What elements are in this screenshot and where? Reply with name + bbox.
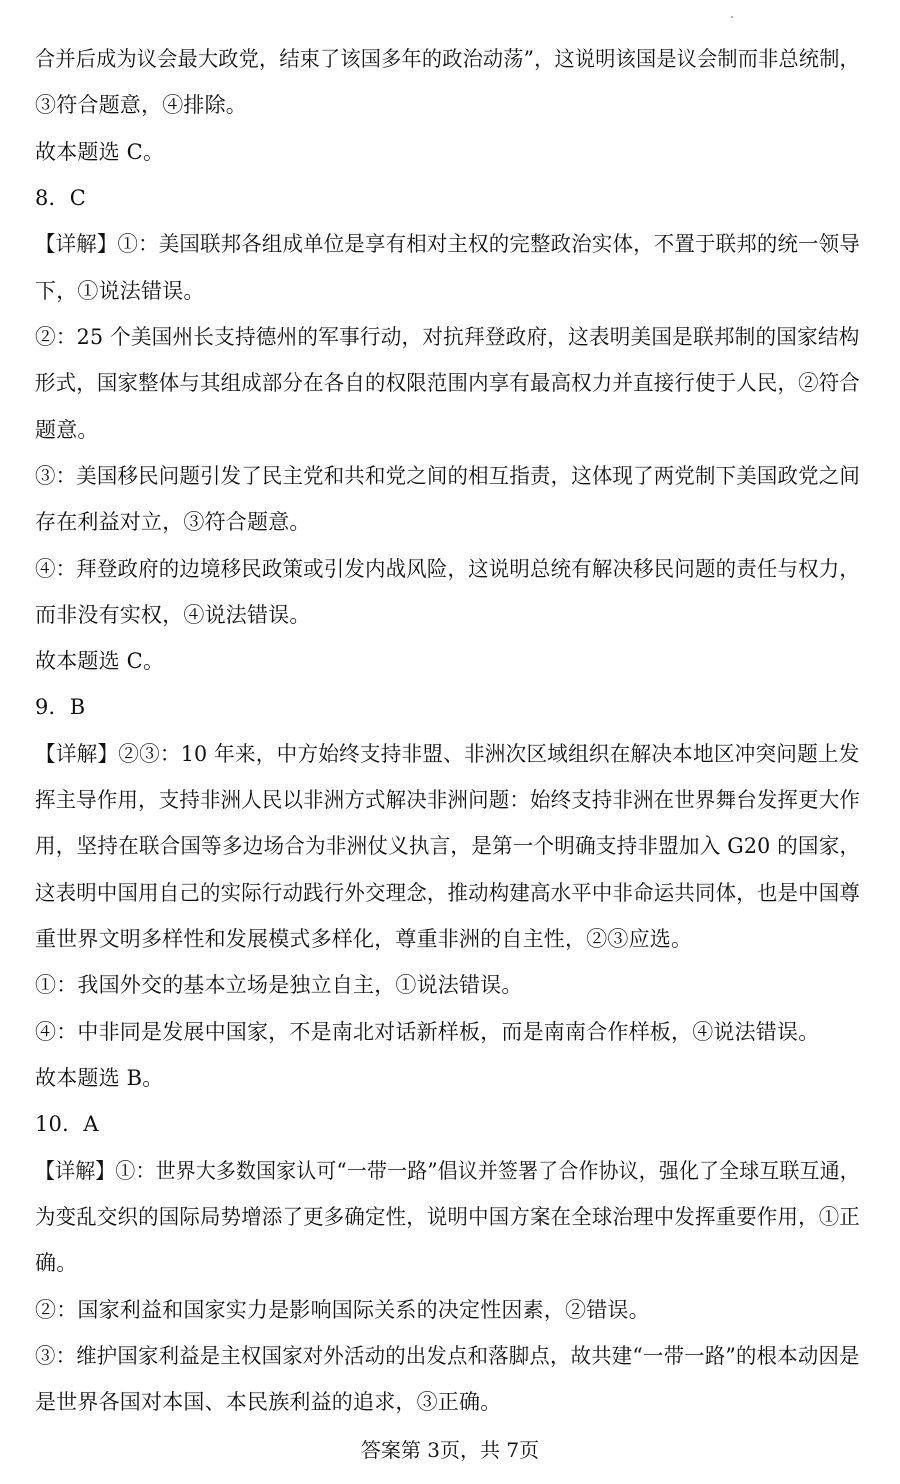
text-line: ③：美国移民问题引发了民主党和共和党之间的相互指责，这体现了两党制下美国政党之间 <box>35 464 861 488</box>
text-line: 确。 <box>35 1251 78 1275</box>
text-line: 这表明中国用自己的实际行动践行外交理念，推动构建高水平中非命运共同体，也是中国尊 <box>35 881 861 905</box>
scan-speck <box>731 16 733 18</box>
text-line: 而非没有实权，④说法错误。 <box>35 603 311 627</box>
text-line: ④：拜登政府的边境移民政策或引发内战风险，这说明总统有解决移民问题的责任与权力， <box>35 557 861 581</box>
text-line: 故本题选 C。 <box>35 649 165 673</box>
text-line: 用，坚持在联合国等多边场合为非洲仗义执言，是第一个明确支持非盟加入 G20 的国家， <box>35 834 861 858</box>
text-line: 下，①说法错误。 <box>35 279 205 303</box>
text-line: 形式，国家整体与其组成部分在各自的权限范围内享有最高权力并直接行使于人民，②符合 <box>35 371 861 395</box>
text-line: ③符合题意，④排除。 <box>35 93 247 117</box>
text-line: 为变乱交织的国际局势增添了更多确定性，说明中国方案在全球治理中发挥重要作用，①正 <box>35 1205 861 1229</box>
text-line: 【详解】①：世界大多数国家认可“一带一路”倡议并签署了合作协议，强化了全球互联互通， <box>35 1159 860 1183</box>
text-line: ①：我国外交的基本立场是独立自主，①说法错误。 <box>35 973 523 997</box>
text-line: ③：维护国家利益是主权国家对外活动的出发点和落脚点，故共建“一带一路”的根本动因是 <box>35 1344 860 1368</box>
text-line: 存在利益对立，③符合题意。 <box>35 510 311 534</box>
text-line: ②：国家利益和国家实力是影响国际关系的决定性因素，②错误。 <box>35 1298 650 1322</box>
text-line: 是世界各国对本国、本民族利益的追求，③正确。 <box>35 1390 502 1414</box>
text-line: 重世界文明多样性和发展模式多样化，尊重非洲的自主性，②③应选。 <box>35 927 693 951</box>
question-number-10: 10．A <box>35 1112 99 1136</box>
text-line: ②：25 个美国州长支持德州的军事行动，对抗拜登政府，这表明美国是联邦制的国家结构 <box>35 325 860 349</box>
text-line: 【详解】①：美国联邦各组成单位是享有相对主权的完整政治实体，不置于联邦的统一领导 <box>35 232 861 256</box>
text-line: 故本题选 C。 <box>35 140 165 164</box>
text-line: 题意。 <box>35 418 99 442</box>
text-line: 合并后成为议会最大政党，结束了该国多年的政治动荡”，这说明该国是议会制而非总统制， <box>35 47 860 71</box>
text-line: 故本题选 B。 <box>35 1066 164 1090</box>
text-line: 【详解】②③：10 年来，中方始终支持非盟、非洲次区域组织在解决本地区冲突问题上发 <box>35 742 860 766</box>
text-line: ④：中非同是发展中国家，不是南北对话新样板，而是南南合作样板，④说法错误。 <box>35 1020 820 1044</box>
page-footer: 答案第 3页，共 7页 <box>360 1438 540 1462</box>
question-number-8: 8．C <box>35 186 87 210</box>
question-number-9: 9．B <box>35 695 86 719</box>
text-line: 挥主导作用，支持非洲人民以非洲方式解决非洲问题：始终支持非洲在世界舞台发挥更大作 <box>35 788 861 812</box>
